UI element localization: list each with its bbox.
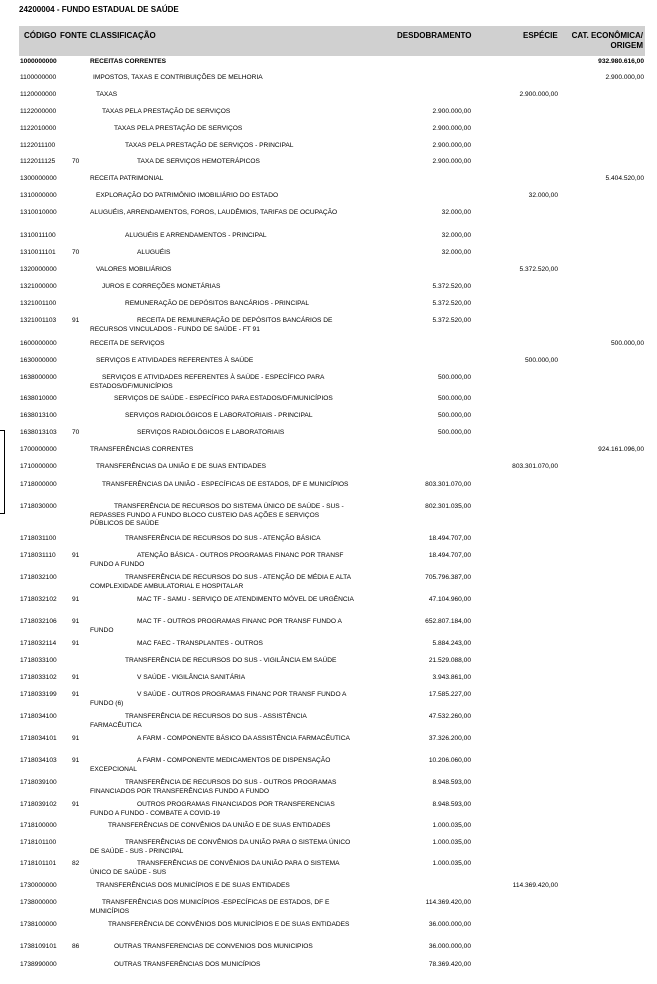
row-description: OUTRAS TRANSFERÊNCIAS DOS MUNICÍPIOS	[114, 961, 261, 968]
row-code: 1638000000	[20, 374, 57, 381]
row-code: 1100000000	[20, 74, 57, 81]
row-desdobramento: 8.948.593,00	[432, 779, 471, 786]
header-classificacao: CLASSIFICAÇÃO	[90, 31, 156, 40]
row-description: TRANSFERÊNCIA DE RECURSOS DO SUS - ATENÇÃO DE MÉDIA E ALTA COMPLEXIDADE AMBULATORIAL E HOSPITALAR	[90, 574, 351, 590]
row-desdobramento: 32.000,00	[441, 209, 471, 216]
row-fonte: 91	[72, 735, 80, 742]
row-cat-economica: 5.404.520,00	[605, 175, 644, 182]
row-desdobramento: 2.900.000,00	[432, 125, 471, 132]
row-cat-economica: 924.161.096,00	[598, 446, 644, 453]
row-desdobramento: 1.000.035,00	[432, 839, 471, 846]
row-code: 1630000000	[20, 357, 57, 364]
row-description: TAXAS	[96, 91, 118, 98]
row-description: MAC FAEC - TRANSPLANTES - OUTROS	[137, 640, 263, 647]
row-code: 1600000000	[20, 340, 57, 347]
row-fonte: 91	[72, 596, 80, 603]
row-description: SERVIÇOS DE SAÚDE - ESPECÍFICO PARA ESTADOS/DF/MUNICÍPIOS	[114, 395, 333, 402]
row-code: 1122011100	[20, 142, 56, 149]
row-description: ALUGUÉIS, ARRENDAMENTOS, FOROS, LAUDÊMIOS, TARIFAS DE OCUPAÇÃO	[90, 209, 338, 216]
row-desdobramento: 500.000,00	[437, 374, 471, 381]
row-desdobramento: 1.000.035,00	[432, 822, 471, 829]
row-desdobramento: 652.807.184,00	[425, 618, 471, 625]
row-especie: 803.301.070,00	[512, 463, 558, 470]
row-description: TAXAS PELA PRESTAÇÃO DE SERVIÇOS	[114, 125, 243, 132]
row-description: TRANSFERÊNCIAS DE CONVÊNIOS DA UNIÃO PARA O SISTEMA ÚNICO DE SAÚDE - SUS	[90, 860, 340, 876]
row-desdobramento: 2.900.000,00	[432, 142, 471, 149]
row-description: TRANSFERÊNCIAS DE CONVÊNIOS DA UNIÃO E DE SUAS ENTIDADES	[108, 822, 331, 829]
row-description: TRANSFERÊNCIA DE RECURSOS DO SUS - VIGILÂNCIA EM SAÚDE	[125, 657, 337, 664]
row-fonte: 70	[72, 158, 80, 165]
row-code: 1120000000	[20, 91, 57, 98]
row-desdobramento: 21.529.088,00	[428, 657, 471, 664]
row-fonte: 91	[72, 801, 80, 808]
row-desdobramento: 36.000.000,00	[428, 921, 471, 928]
row-description: SERVIÇOS RADIOLÓGICOS E LABORATORIAIS	[137, 429, 285, 436]
row-fonte: 91	[72, 691, 80, 698]
row-code: 1310011101	[20, 249, 56, 256]
row-description: TRANSFERÊNCIAS DA UNIÃO - ESPECÍFICAS DE ESTADOS, DF E MUNICÍPIOS	[102, 481, 349, 488]
row-code: 1718039102	[20, 801, 57, 808]
row-desdobramento: 500.000,00	[437, 429, 471, 436]
row-description: ATENÇÃO BÁSICA - OUTROS PROGRAMAS FINANC POR TRANSF FUNDO A FUNDO	[90, 552, 344, 568]
header-codigo: CÓDIGO	[24, 31, 57, 40]
row-description: TAXA DE SERVIÇOS HEMOTERÁPICOS	[137, 158, 260, 165]
row-code: 1738000000	[20, 899, 57, 906]
row-description: TRANSFERÊNCIA DE RECURSOS DO SUS - OUTROS PROGRAMAS FINANCIADOS POR TRANSFERÊNCIAS FUNDO A FUNDO	[90, 779, 337, 795]
row-code: 1710000000	[20, 463, 57, 470]
row-description: TAXAS PELA PRESTAÇÃO DE SERVIÇOS	[102, 108, 231, 115]
row-desdobramento: 802.301.035,00	[425, 503, 471, 510]
row-code: 1738100000	[20, 921, 57, 928]
row-code: 1730000000	[20, 882, 57, 889]
row-code: 1718033199	[20, 691, 57, 698]
row-code: 1320000000	[20, 266, 57, 273]
row-description: TRANSFERÊNCIA DE CONVÊNIOS DOS MUNICÍPIOS E DE SUAS ENTIDADES	[108, 921, 350, 928]
row-desdobramento: 2.900.000,00	[432, 158, 471, 165]
row-code: 1718101100	[20, 839, 57, 846]
row-desdobramento: 36.000.000,00	[428, 943, 471, 950]
row-desdobramento: 18.494.707,00	[428, 552, 471, 559]
row-desdobramento: 500.000,00	[437, 412, 471, 419]
row-desdobramento: 3.943.861,00	[432, 674, 471, 681]
row-fonte: 91	[72, 674, 80, 681]
row-description: SERVIÇOS E ATIVIDADES REFERENTES À SAÚDE - ESPECÍFICO PARA ESTADOS/DF/MUNICÍPIOS	[90, 374, 325, 390]
row-description: IMPOSTOS, TAXAS E CONTRIBUIÇÕES DE MELHORIA	[93, 74, 263, 81]
row-description: VALORES MOBILIÁRIOS	[96, 266, 172, 273]
row-code: 1718032100	[20, 574, 57, 581]
row-desdobramento: 32.000,00	[441, 249, 471, 256]
row-description: ALUGUÉIS E ARRENDAMENTOS - PRINCIPAL	[125, 232, 267, 239]
row-code: 1700000000	[20, 446, 57, 453]
row-desdobramento: 114.369.420,00	[425, 899, 471, 906]
row-description: TRANSFERÊNCIAS DE CONVÊNIOS DA UNIÃO PARA O SISTEMA ÚNICO DE SAÚDE - SUS - PRINCIPAL	[90, 839, 351, 855]
row-code: 1638013103	[20, 429, 57, 436]
row-desdobramento: 47.104.960,00	[428, 596, 471, 603]
row-description: JUROS E CORREÇÕES MONETÁRIAS	[102, 283, 221, 290]
row-desdobramento: 37.326.200,00	[428, 735, 471, 742]
row-code: 1122011125	[20, 158, 56, 165]
row-fonte: 91	[72, 552, 80, 559]
row-especie: 32.000,00	[528, 192, 558, 199]
row-description: EXPLORAÇÃO DO PATRIMÔNIO IMOBILIÁRIO DO ESTADO	[96, 192, 279, 199]
row-description: MAC TF - OUTROS PROGRAMAS FINANC POR TRANSF FUNDO A FUNDO	[90, 618, 342, 634]
row-description: RECEITAS CORRENTES	[90, 58, 167, 65]
row-code: 1718033100	[20, 657, 57, 664]
header-desdobramento: DESDOBRAMENTO	[397, 31, 472, 40]
row-description: V SAÚDE - VIGILÂNCIA SANITÁRIA	[137, 674, 246, 681]
row-desdobramento: 5.372.520,00	[432, 300, 471, 307]
row-especie: 5.372.520,00	[519, 266, 558, 273]
row-fonte: 86	[72, 943, 80, 950]
row-fonte: 91	[72, 640, 80, 647]
row-desdobramento: 5.372.520,00	[432, 317, 471, 324]
row-description: TRANSFERÊNCIAS DA UNIÃO E DE SUAS ENTIDADES	[96, 463, 267, 470]
row-desdobramento: 1.000.035,00	[432, 860, 471, 867]
row-code: 1718031100	[20, 535, 57, 542]
table-header	[19, 26, 645, 56]
row-fonte: 91	[72, 618, 80, 625]
row-fonte: 70	[72, 429, 80, 436]
row-code: 1321001100	[20, 300, 57, 307]
row-description: TRANSFERÊNCIAS CORRENTES	[90, 446, 194, 453]
row-desdobramento: 10.206.060,00	[428, 757, 471, 764]
row-code: 1718031110	[20, 552, 56, 559]
row-code: 1310011100	[20, 232, 56, 239]
row-code: 1718100000	[20, 822, 57, 829]
row-desdobramento: 32.000,00	[441, 232, 471, 239]
row-desdobramento: 803.301.070,00	[425, 481, 471, 488]
row-code: 1718032102	[20, 596, 57, 603]
page-edge-marker	[0, 430, 5, 514]
row-code: 1310000000	[20, 192, 57, 199]
row-code: 1122010000	[20, 125, 57, 132]
row-code: 1638010000	[20, 395, 57, 402]
row-code: 1310010000	[20, 209, 57, 216]
row-description: TRANSFERÊNCIA DE RECURSOS DO SISTEMA ÚNICO DE SAÚDE - SUS - REPASSES FUNDO A FUNDO BLOCO CUSTEIO DAS AÇÕES E SERVIÇOS PÚBLICOS DE SAÚDE	[90, 503, 344, 528]
row-desdobramento: 5.884.243,00	[432, 640, 471, 647]
row-code: 1321001103	[20, 317, 57, 324]
row-desdobramento: 18.494.707,00	[428, 535, 471, 542]
header-cat-economica: CAT. ECONÔMICA/ ORIGEM	[571, 31, 643, 50]
row-desdobramento: 47.532.260,00	[428, 713, 471, 720]
row-desdobramento: 705.796.387,00	[425, 574, 471, 581]
row-description: ALUGUÉIS	[137, 249, 171, 256]
row-fonte: 70	[72, 249, 80, 256]
row-cat-economica: 2.900.000,00	[605, 74, 644, 81]
header-especie: ESPÉCIE	[523, 31, 558, 40]
row-code: 1738109101	[20, 943, 57, 950]
header-fonte: FONTE	[60, 31, 88, 40]
row-code: 1638013100	[20, 412, 57, 419]
row-description: TRANSFERÊNCIAS DOS MUNICÍPIOS E DE SUAS ENTIDADES	[96, 882, 290, 889]
row-description: TRANSFERÊNCIAS DOS MUNICÍPIOS -ESPECÍFICAS DE ESTADOS, DF E MUNICÍPIOS	[90, 899, 330, 915]
row-code: 1738990000	[20, 961, 57, 968]
row-code: 1718039100	[20, 779, 57, 786]
row-code: 1718034101	[20, 735, 57, 742]
row-desdobramento: 500.000,00	[437, 395, 471, 402]
row-description: A FARM - COMPONENTE MEDICAMENTOS DE DISPENSAÇÃO EXCEPCIONAL	[90, 757, 331, 773]
row-code: 1718101101	[20, 860, 57, 867]
row-code: 1718032114	[20, 640, 57, 647]
row-desdobramento: 5.372.520,00	[432, 283, 471, 290]
row-description: A FARM - COMPONENTE BÁSICO DA ASSISTÊNCIA FARMACÊUTICA	[137, 735, 350, 742]
row-code: 1000000000	[20, 58, 57, 65]
row-desdobramento: 8.948.593,00	[432, 801, 471, 808]
row-especie: 500.000,00	[524, 357, 558, 364]
row-fonte: 91	[72, 757, 80, 764]
row-code: 1718034100	[20, 713, 57, 720]
row-code: 1718032106	[20, 618, 57, 625]
row-especie: 114.369.420,00	[512, 882, 558, 889]
row-description: TRANSFERÊNCIA DE RECURSOS DO SUS - ATENÇÃO BÁSICA	[125, 535, 321, 542]
row-description: REMUNERAÇÃO DE DEPÓSITOS BANCÁRIOS - PRINCIPAL	[125, 300, 310, 307]
row-code: 1718030000	[20, 503, 57, 510]
row-fonte: 91	[72, 317, 80, 324]
row-description: RECEITA DE REMUNERAÇÃO DE DEPÓSITOS BANCÁRIOS DE RECURSOS VINCULADOS - FUNDO DE SAÚDE - FT 91	[90, 317, 333, 333]
row-cat-economica: 500.000,00	[610, 340, 644, 347]
row-especie: 2.900.000,00	[519, 91, 558, 98]
row-description: RECEITA PATRIMONIAL	[90, 175, 164, 182]
row-description: SERVIÇOS RADIOLÓGICOS E LABORATORIAIS - PRINCIPAL	[125, 412, 313, 419]
row-description: V SAÚDE - OUTROS PROGRAMAS FINANC POR TRANSF FUNDO A FUNDO (6)	[90, 691, 347, 707]
row-description: OUTROS PROGRAMAS FINANCIADOS POR TRANSFERENCIAS FUNDO A FUNDO - COMBATE A COVID-19	[90, 801, 335, 817]
row-code: 1718000000	[20, 481, 57, 488]
row-cat-economica: 932.980.616,00	[598, 58, 644, 65]
row-desdobramento: 2.900.000,00	[432, 108, 471, 115]
row-description: OUTRAS TRANSFERENCIAS DE CONVENIOS DOS MUNICIPIOS	[114, 943, 313, 950]
row-code: 1122000000	[20, 108, 57, 115]
row-desdobramento: 17.585.227,00	[428, 691, 471, 698]
row-description: SERVIÇOS E ATIVIDADES REFERENTES À SAÚDE	[96, 357, 254, 364]
row-desdobramento: 78.369.420,00	[428, 961, 471, 968]
row-description: TAXAS PELA PRESTAÇÃO DE SERVIÇOS - PRINCIPAL	[125, 142, 294, 149]
row-code: 1321000000	[20, 283, 57, 290]
row-code: 1300000000	[20, 175, 57, 182]
row-code: 1718034103	[20, 757, 57, 764]
row-description: RECEITA DE SERVIÇOS	[90, 340, 165, 347]
row-description: MAC TF - SAMU - SERVIÇO DE ATENDIMENTO MÓVEL DE URGÊNCIA	[137, 596, 354, 603]
row-description: TRANSFERÊNCIA DE RECURSOS DO SUS - ASSISTÊNCIA FARMACÊUTICA	[90, 713, 307, 729]
document-title: 24200004 - FUNDO ESTADUAL DE SAÚDE	[19, 5, 179, 14]
row-code: 1718033102	[20, 674, 57, 681]
row-fonte: 82	[72, 860, 80, 867]
